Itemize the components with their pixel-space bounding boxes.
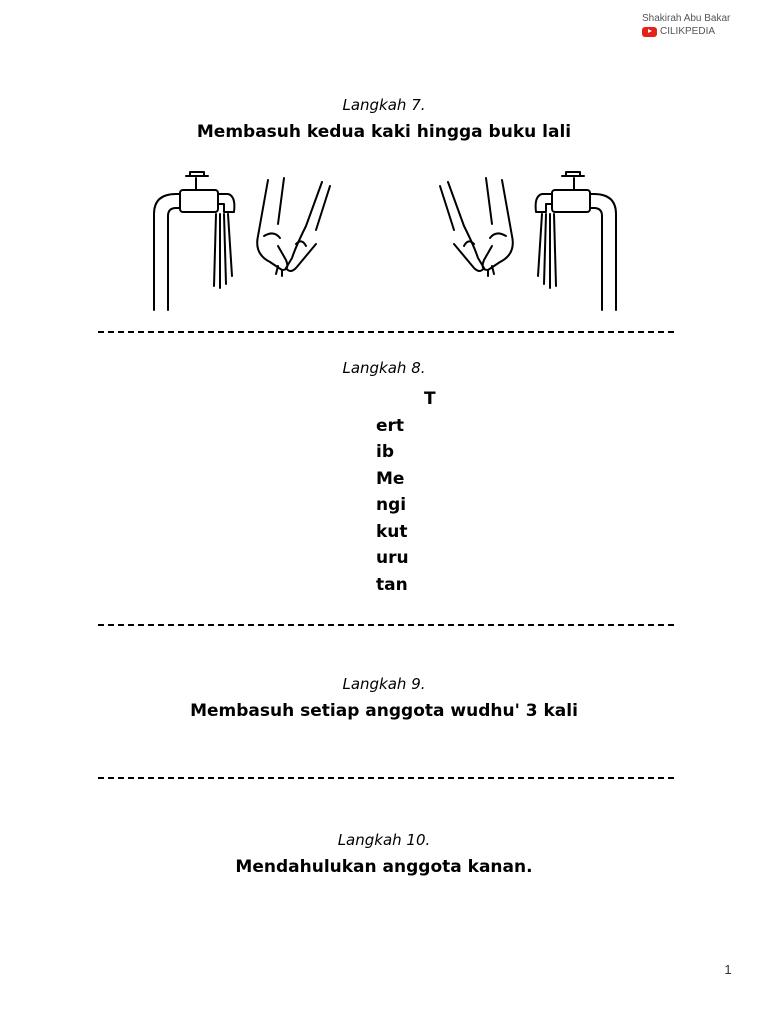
step-7-title: Membasuh kedua kaki hingga buku lali <box>196 122 572 142</box>
step-8-title <box>376 386 436 598</box>
page-number: 1 <box>724 962 732 977</box>
step-8-label: Langkah 8. <box>342 359 426 377</box>
divider <box>98 777 674 779</box>
step-8-fragment: uru <box>376 548 409 568</box>
feet-washing-illustration-left <box>146 166 356 314</box>
channel-name: CILIKPEDIA <box>660 26 716 37</box>
step-9-label: Langkah 9. <box>342 675 426 693</box>
author-credit <box>642 12 760 38</box>
step-10-title: Mendahulukan anggota kanan. <box>235 857 533 877</box>
step-10-label: Langkah 10. <box>337 831 431 849</box>
step-8-fragment: T <box>424 389 436 409</box>
divider <box>98 624 674 626</box>
step-8-fragment: kut <box>376 521 408 542</box>
step-8-fragment: tan <box>376 574 408 595</box>
step-8-fragment: ert <box>376 415 405 436</box>
step-8-fragment: ib <box>376 442 394 462</box>
divider <box>98 331 674 333</box>
step-8-fragment: Me <box>376 468 405 489</box>
feet-washing-illustration-right <box>414 166 624 314</box>
author-name: Shakirah Abu Bakar <box>642 13 731 24</box>
step-7-label: Langkah 7. <box>342 96 426 114</box>
youtube-icon <box>642 27 657 37</box>
channel-link[interactable] <box>642 25 760 38</box>
step-9-title: Membasuh setiap anggota wudhu' 3 kali <box>190 701 578 721</box>
step-8-fragment: ngi <box>376 495 407 515</box>
